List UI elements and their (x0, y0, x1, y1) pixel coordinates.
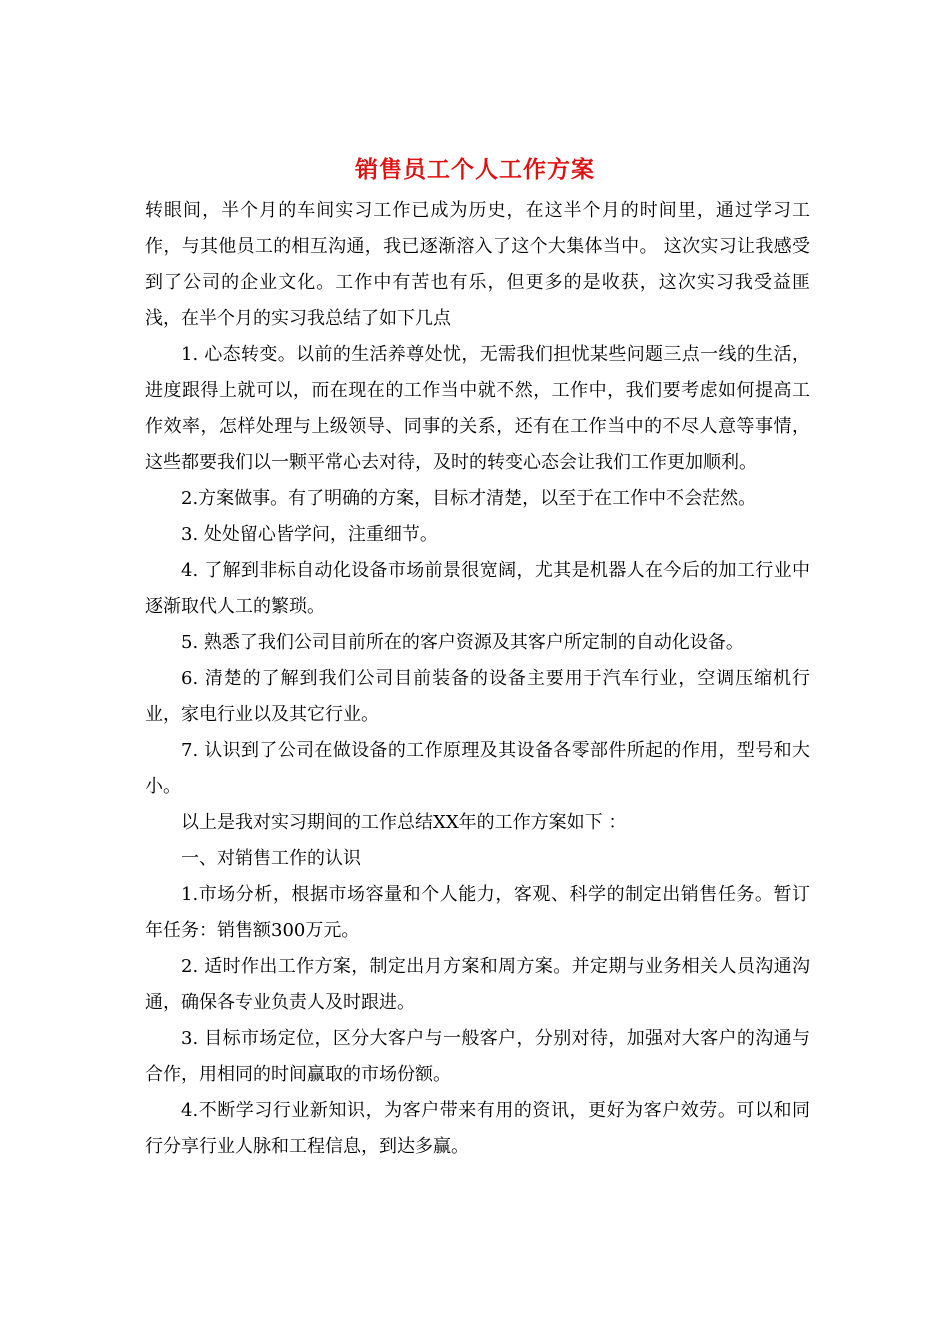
paragraph-point-4: 4. 了解到非标自动化设备市场前景很宽阔，尤其是机器人在今后的加工行业中逐渐取代人工的繁琐。 (145, 560, 810, 617)
paragraph-sales-3: 3. 目标市场定位，区分大客户与一般客户，分别对待，加强对大客户的沟通与合作，用相同的时间赢取的市场份额。 (145, 1028, 810, 1085)
paragraph-sales-4: 4.不断学习行业新知识，为客户带来有用的资讯，更好为客户效劳。可以和同行分享行业人脉和工程信息，到达多赢。 (145, 1100, 810, 1157)
paragraph-point-1: 1. 心态转变。以前的生活养尊处忧，无需我们担忧某些问题三点一线的生活，进度跟得上就可以，而在现在的工作当中就不然，工作中，我们要考虑如何提高工作效率，怎样处理与上级领导、同事的关系，还有在工作当中的不尽人意等事情，这些都要我们以一颗平常心去对待，及时的转变心态会让我们工作更加顺利。 (145, 344, 810, 473)
paragraph-point-6: 6. 清楚的了解到我们公司目前装备的设备主要用于汽车行业，空调压缩机行业，家电行业以及其它行业。 (145, 668, 810, 725)
document-title: 销售员工个人工作方案 (355, 156, 595, 183)
paragraph-point-2: 2.方案做事。有了明确的方案，目标才清楚，以至于在工作中不会茫然。 (181, 488, 757, 509)
paragraph-point-3: 3. 处处留心皆学问，注重细节。 (181, 524, 438, 545)
paragraph-point-7: 7. 认识到了公司在做设备的工作原理及其设备各零部件所起的作用，型号和大小。 (145, 740, 810, 797)
document-body (145, 193, 810, 1165)
paragraph-sales-2: 2. 适时作出工作方案，制定出月方案和周方案。并定期与业务相关人员沟通沟通，确保各专业负责人及时跟进。 (145, 956, 810, 1013)
section-heading-sales: 一、对销售工作的认识 (181, 848, 361, 869)
intro-paragraph: 转眼间，半个月的车间实习工作已成为历史，在这半个月的时间里，通过学习工作，与其他员工的相互沟通，我已逐渐溶入了这个大集体当中。 这次实习让我感受到了公司的企业文化。工作中有苦也有乐，但更多的是收获，这次实习我受益匪浅，在半个月的实习我总结了如下几点 (145, 200, 810, 329)
paragraph-sales-1: 1.市场分析，根据市场容量和个人能力，客观、科学的制定出销售任务。暂订年任务：销售额300万元。 (145, 884, 810, 941)
paragraph-point-5: 5. 熟悉了我们公司目前所在的客户资源及其客户所定制的自动化设备。 (181, 632, 744, 653)
paragraph-summary: 以上是我对实习期间的工作总结XX年的工作方案如下 ： (181, 812, 627, 833)
